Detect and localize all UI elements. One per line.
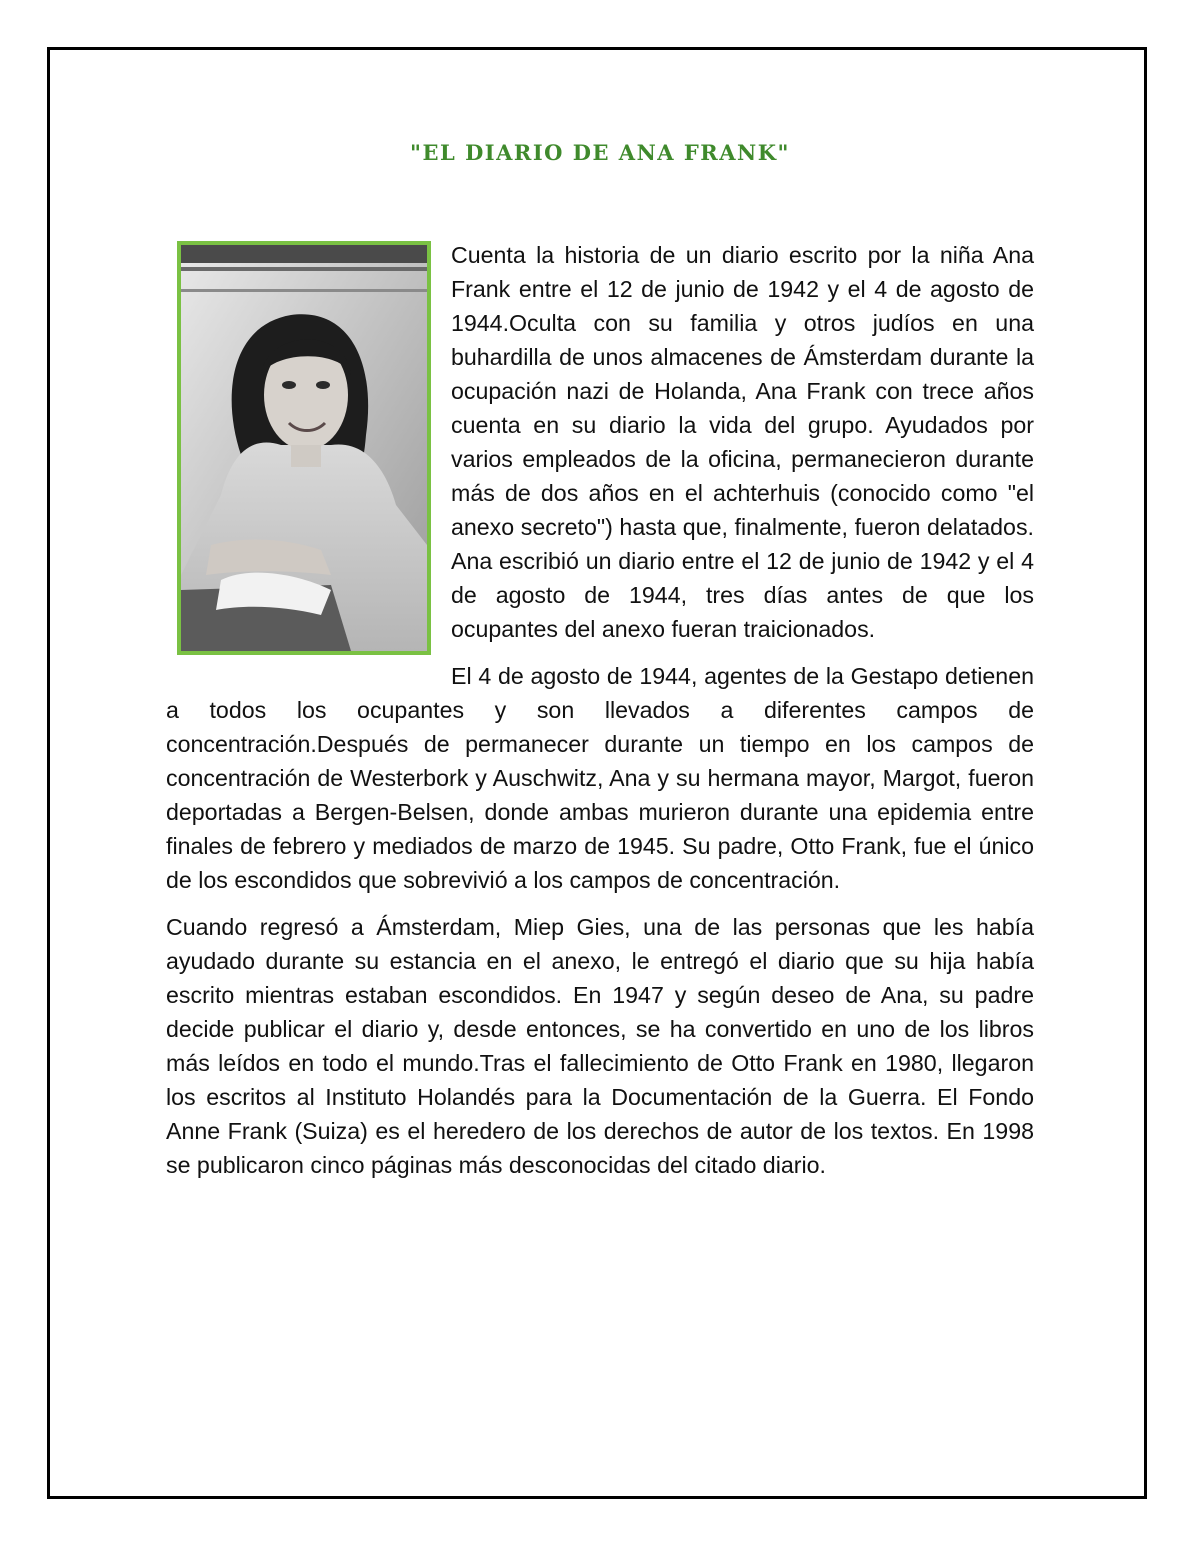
portrait-photo-icon [177,241,431,655]
document-body [166,238,1034,1182]
paragraph-3: Cuando regresó a Ámsterdam, Miep Gies, una de las personas que les había ayudado durante su estancia en el anexo, le entregó el diario que su hija había escrito mientras estaban escondidos. En 1947 y según deseo de Ana, su padre decide publicar el diario y, desde entonces, se ha convertido en uno de los libros más leídos en todo el mundo.Tras el fallecimiento de Otto Frank en 1980, llegaron los escritos al Instituto Holandés para la Documentación de la Guerra. El Fondo Anne Frank (Suiza) es el heredero de los derechos de autor de los textos. En 1998 se publicaron cinco páginas más desconocidas del citado diario. [166,914,1034,1178]
paragraph-2: El 4 de agosto de 1944, agentes de la Gestapo detienen a todos los ocupantes y son llevados a diferentes campos de concentración.Después de permanecer durante un tiempo en los campos de concentración de Westerbork y Auschwitz, Ana y su hermana mayor, Margot, fueron deportadas a Bergen-Belsen, donde ambas murieron durante una epidemia entre finales de febrero y mediados de marzo de 1945. Su padre, Otto Frank, fue el único de los escondidos que sobrevivió a los campos de concentración. [166,663,1034,893]
paragraph-1: Cuenta la historia de un diario escrito por la niña Ana Frank entre el 12 de junio de 1942 y el 4 de agosto de 1944.Oculta con su familia y otros judíos en una buhardilla de unos almacenes de Ámsterdam durante la ocupación nazi de Holanda, Ana Frank con trece años cuenta en su diario la vida del grupo. Ayudados por varios empleados de la oficina, permanecieron durante más de dos años en el achterhuis (conocido como "el anexo secreto") hasta que, finalmente, fueron delatados. Ana escribió un diario entre el 12 de junio de 1942 y el 4 de agosto de 1944, tres días antes de que los ocupantes del anexo fueran traicionados. [451,242,1034,642]
portrait-photo-graphic [181,245,427,651]
document-title: "EL DIARIO DE ANA FRANK" [410,140,790,165]
